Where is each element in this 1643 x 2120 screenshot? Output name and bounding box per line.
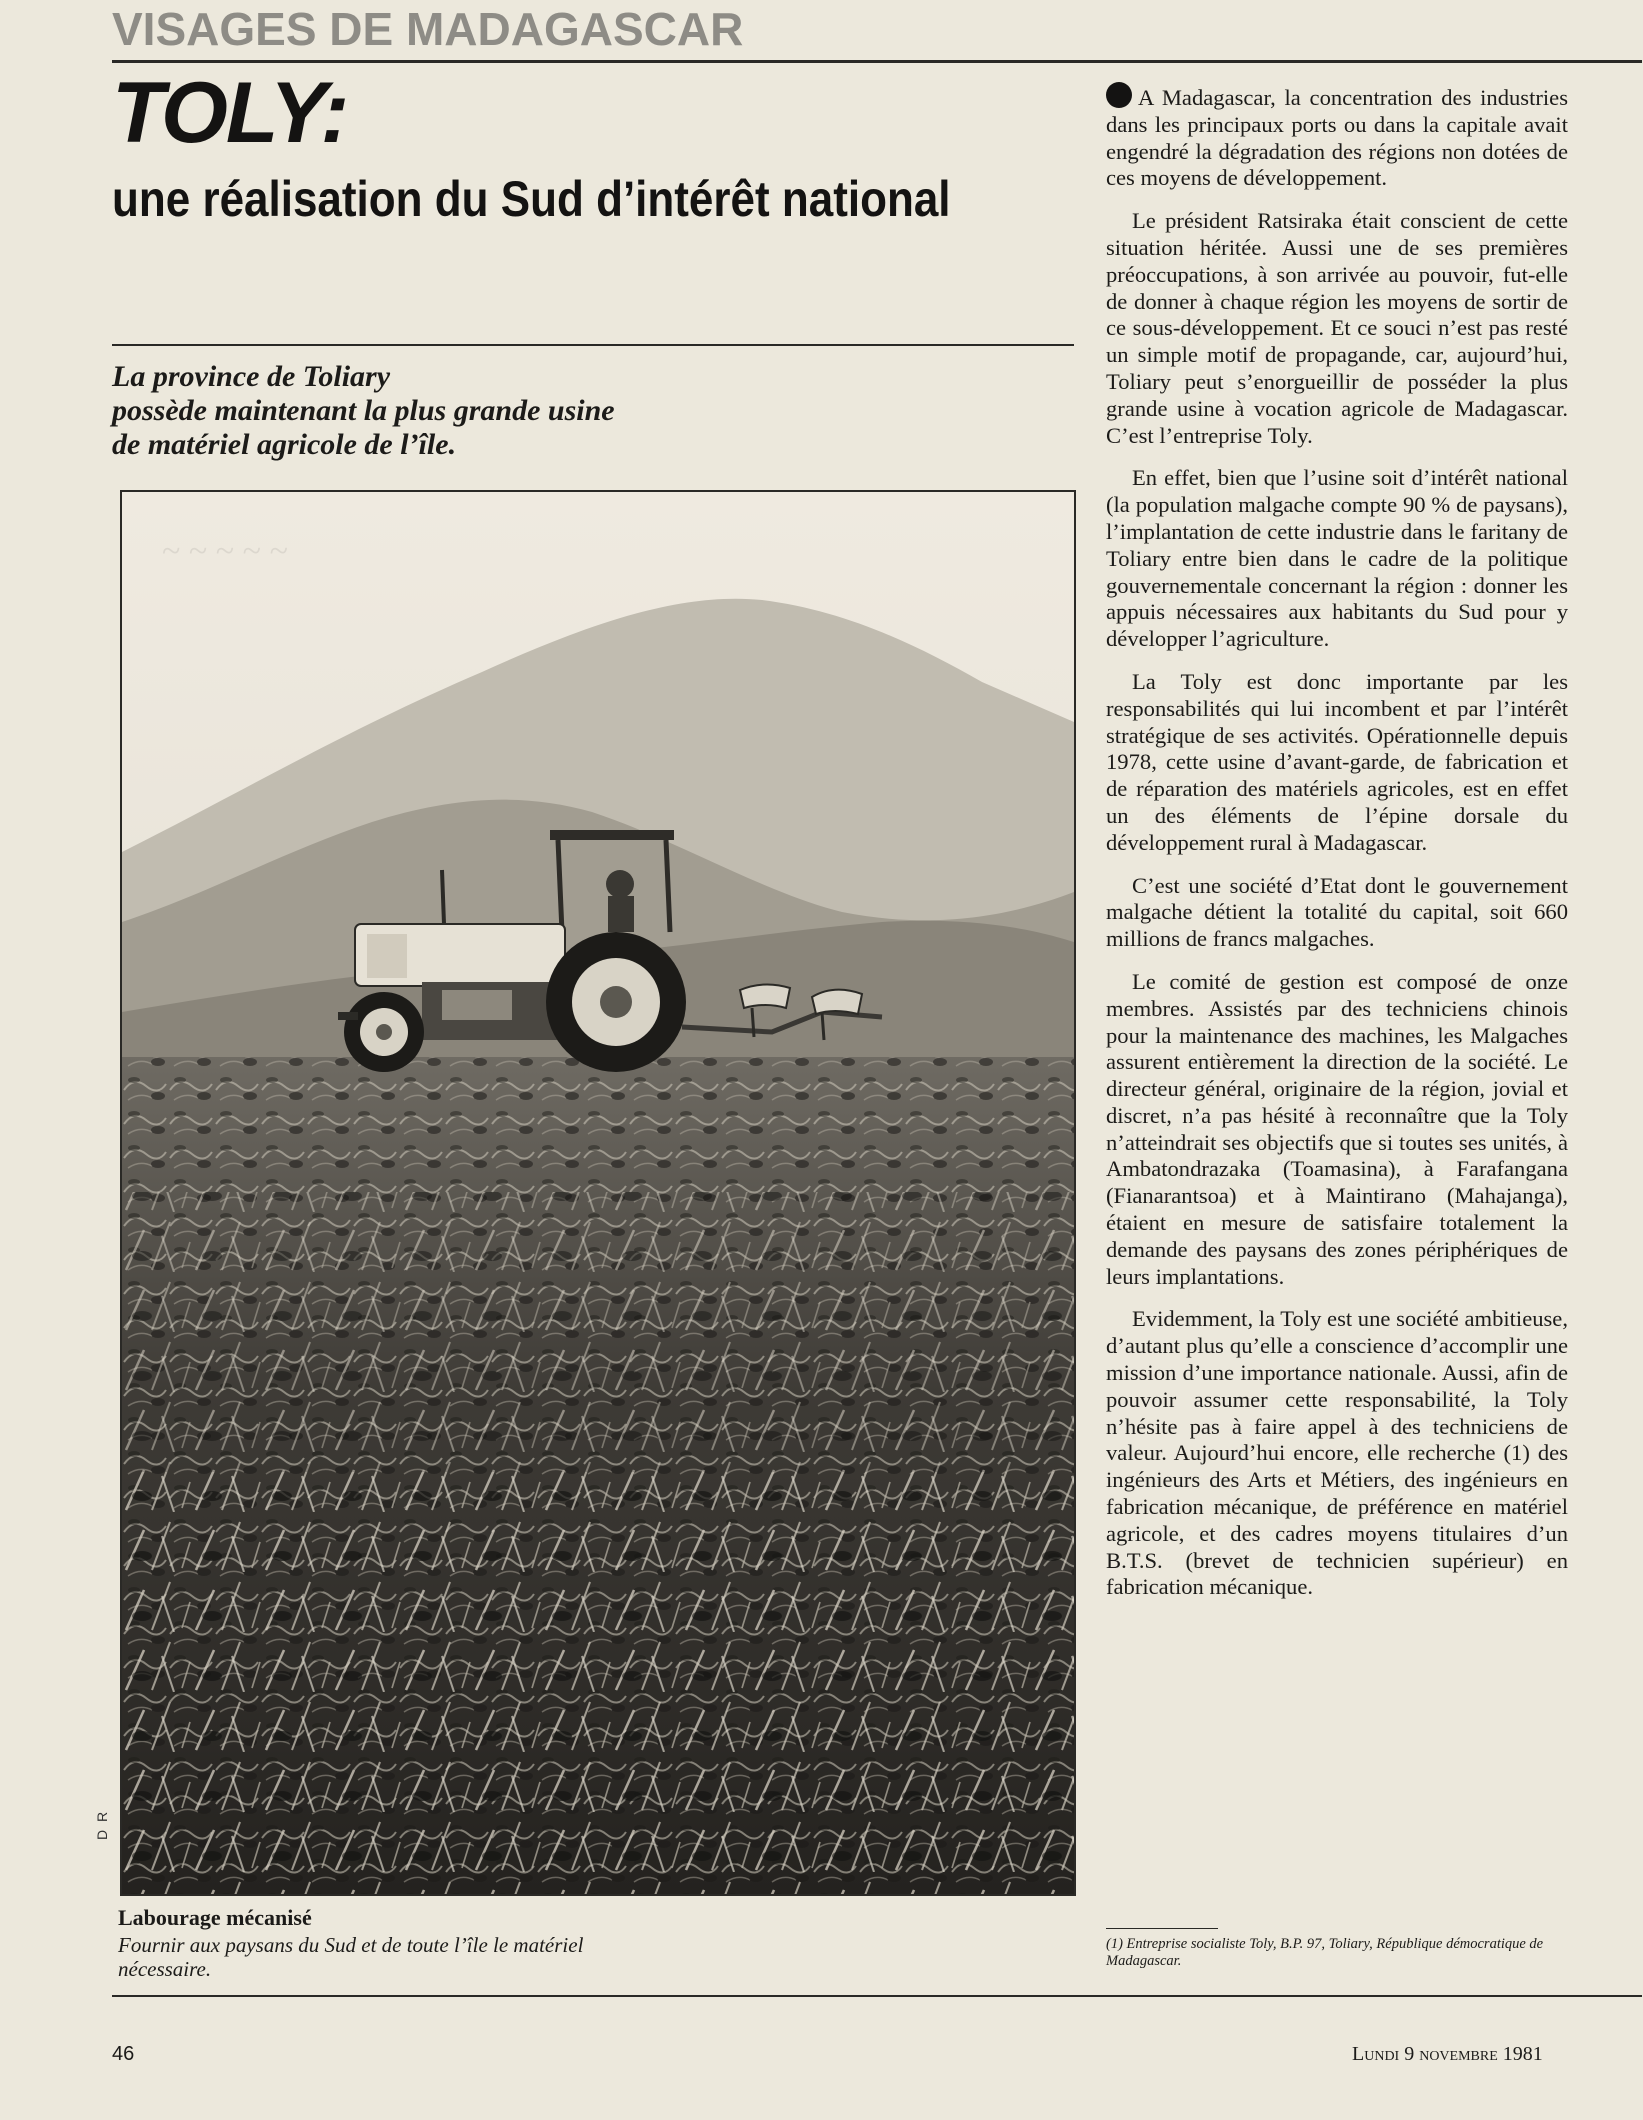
tractor-photo — [120, 490, 1076, 1896]
article-paragraph — [1106, 82, 1568, 192]
article-paragraph: La Toly est donc importante par les responsabilités qui lui incombent et par l’intérêt stratégique de ses activités. Opérationnelle depuis 1978, cette usine d’avant-garde, de fabrication et de réparation des matériels agricoles, est en effet un des éléments de l’épine dorsale du développement rural à Madagascar. — [1106, 668, 1568, 855]
subheadline: une réalisation du Sud d’intérêt national — [112, 171, 951, 227]
standfirst — [112, 360, 772, 462]
article-paragraph: En effet, bien que l’usine soit d’intérêt national (la population malgache compte 90 % de paysans), l’implantation de cette industrie dans le faritany de Toliary entre bien dans le cadre de la politique gouvernementale concernant la région : donner les appuis nécessaires aux habitants du Sud pour y développer l’agriculture. — [1106, 465, 1568, 652]
standfirst-line: possède maintenant la plus grande usine — [112, 394, 615, 427]
bullet-icon — [1106, 82, 1132, 108]
caption-title: Labourage mécanisé — [118, 1905, 312, 1930]
standfirst-line: La province de Toliary — [112, 360, 391, 393]
bottom-rule — [112, 1995, 1642, 1997]
article-paragraph: Le comité de gestion est composé de onze membres. Assistés par des techniciens chinois pour la maintenance des machines, les Malgaches assurent entièrement la direction de la société. Le directeur général, originaire de la région, jovial et discret, n’a pas hésité à reconnaître que la Toly n’atteindrait ses objectifs que si toutes ses unités, à Ambatondrazaka (Toamasina), à Farafangana (Fianarantsoa) et à Maintirano (Mahajanga), étaient en mesure de satisfaire totalement la demande des paysans des zones périphériques de leurs implantations. — [1106, 968, 1568, 1289]
article-paragraph: Evidemment, la Toly est une société ambitieuse, d’autant plus qu’elle a conscience d’accomplir une mission d’une importance nationale. Aussi, afin de pouvoir assumer cette responsabilité, la Toly n’hésite pas à faire appel à des techniciens de valeur. Aujourd’hui encore, elle recherche (1) des ingénieurs des Arts et Métiers, des ingénieurs en fabrication mécanique, de préférence en matériel agricole, et des cadres moyens titulaires d’un B.T.S. (brevet de technicien supérieur) en fabrication mécanique. — [1106, 1306, 1568, 1600]
caption-body: Fournir aux paysans du Sud et de toute l’île le matériel nécessaire. — [118, 1933, 584, 1981]
page-number: 46 — [112, 2043, 135, 2065]
article-column — [1106, 82, 1568, 1617]
subheadline-rule — [112, 344, 1074, 346]
svg-text:~ ~ ~ ~ ~: ~ ~ ~ ~ ~ — [162, 533, 288, 570]
photo-credit: D R — [94, 1809, 110, 1840]
top-rule — [112, 60, 1642, 63]
article-paragraph: Le président Ratsiraka était conscient de cette situation héritée. Aussi une de ses premières préoccupations, à son arrivée au pouvoir, fut-elle de donner à chaque région les moyens de sortir de ce sous-développement. Et ce souci n’est pas resté un simple motif de propagande, car, aujourd’hui, Toliary peut s’enorgueillir de posséder la plus grande usine à vocation agricole de Madagascar. C’est l’entreprise Toly. — [1106, 208, 1568, 448]
page-date: Lundi 9 novembre 1981 — [1352, 2043, 1543, 2065]
section-header: VISAGES DE MADAGASCAR — [112, 3, 744, 55]
paragraph-text: A Madagascar, la concentration des industries dans les principaux ports ou dans la capitale avait engendré la dégradation des régions non dotées de ces moyens de développement. — [1106, 85, 1568, 191]
standfirst-line: de matériel agricole de l’île. — [112, 428, 457, 461]
headline: TOLY: — [112, 65, 348, 161]
article-paragraph: C’est une société d’Etat dont le gouvernement malgache détient la totalité du capital, soit 660 millions de francs malgaches. — [1106, 872, 1568, 952]
footnote-rule — [1106, 1928, 1218, 1929]
footnote: (1) Entreprise socialiste Toly, B.P. 97, Toliary, République démocratique de Madagascar. — [1106, 1936, 1544, 1969]
